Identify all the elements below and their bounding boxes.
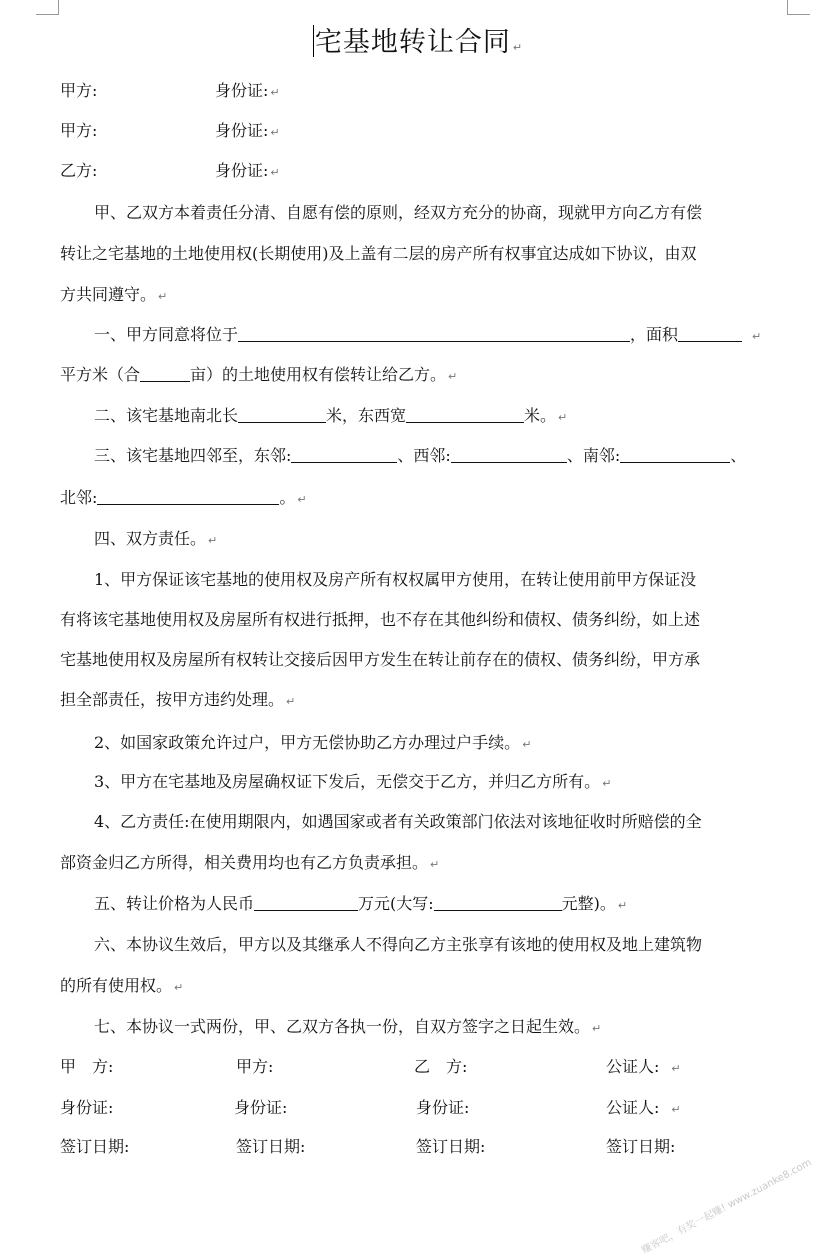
paragraph-mark: ↵ [752, 330, 762, 343]
clause-2-line: 二、该宅基地南北长 米，东西宽 米。 ↵ [94, 406, 568, 425]
paragraph-mark: ↵ [512, 41, 524, 54]
signature-label: 公证人: [606, 1098, 660, 1117]
clause-1-line: 一、甲方同意将位于 ，面积 ↵ [94, 325, 762, 344]
clause-4-heading: 四、双方责任。 ↵ [94, 529, 218, 548]
clause-6-line: 六、本协议生效后，甲方以及其继承人不得向乙方主张享有该地的使用权及地上建筑物 [94, 935, 703, 954]
mu-blank[interactable] [140, 365, 190, 382]
page-corner-top-left [36, 0, 59, 15]
watermark: 赚客吧，有奖一起赚! www.zuanke8.com [640, 1157, 814, 1256]
id-label: 身份证: [215, 161, 269, 180]
paragraph-mark: ↵ [430, 858, 440, 871]
responsibility-1-line: 1、甲方保证该宅基地的使用权及房产所有权权属甲方使用，在转让使用前甲方保证没 [94, 570, 697, 589]
signature-label: 签订日期: [60, 1137, 130, 1156]
signature-label: 公证人: [606, 1057, 660, 1076]
location-blank[interactable] [238, 325, 630, 342]
area-blank[interactable] [678, 325, 742, 342]
clause-6-line: 的所有使用权。 ↵ [60, 976, 184, 995]
south-neighbor-blank[interactable] [620, 446, 730, 463]
paragraph-mark: ↵ [270, 166, 280, 179]
clause-3-line: 三、该宅基地四邻至，东邻: 、西邻: 、南邻: 、 [94, 446, 747, 465]
paragraph-mark: ↵ [522, 738, 532, 751]
signature-label: 身份证: [60, 1098, 114, 1117]
responsibility-4-line: 部资金归乙方所得，相关费用均也有乙方负责承担。 ↵ [60, 853, 440, 872]
paragraph-mark: ↵ [270, 126, 280, 139]
responsibility-3-line: 3、甲方在宅基地及房屋确权证下发后，无偿交于乙方，并归乙方所有。 ↵ [94, 772, 612, 791]
party-line [60, 118, 280, 141]
paragraph-mark: ↵ [158, 290, 168, 303]
price-blank[interactable] [254, 894, 358, 911]
signature-label: 身份证: [416, 1098, 470, 1117]
paragraph-mark: ↵ [558, 411, 568, 424]
paragraph-mark: ↵ [602, 777, 612, 790]
intro-line: 甲、乙双方本着责任分清、自愿有偿的原则，经双方充分的协商，现就甲方向乙方有偿 [94, 203, 703, 222]
intro-line: 转让之宅基地的土地使用权(长期使用)及上盖有二层的房产所有权事宜达成如下协议，由双 [60, 244, 697, 263]
signature-label: 乙 方: [414, 1057, 468, 1076]
intro-line: 方共同遵守。 ↵ [60, 285, 168, 304]
west-neighbor-blank[interactable] [451, 446, 567, 463]
title-text: 宅基地转让合同 [314, 27, 511, 58]
paragraph-mark: ↵ [617, 899, 628, 912]
clause-7-line: 七、本协议一式两份，甲、乙双方各执一份，自双方签字之日起生效。 ↵ [94, 1017, 602, 1036]
party-role: 甲方: [60, 121, 98, 140]
signature-label: 签订日期: [416, 1137, 486, 1156]
length-blank[interactable] [238, 406, 326, 423]
paragraph-mark: ↵ [671, 1062, 681, 1075]
id-label: 身份证: [215, 121, 269, 140]
responsibility-2-line: 2、如国家政策允许过户，甲方无偿协助乙方办理过户手续。 ↵ [94, 733, 532, 752]
clause-3-line: 北邻: 。 ↵ [60, 488, 307, 507]
signature-label: 甲方: [236, 1057, 274, 1076]
paragraph-mark: ↵ [270, 86, 280, 99]
signature-label: 甲 方: [60, 1057, 114, 1076]
responsibility-1-line: 宅基地使用权及房屋所有权转让交接后因甲方发生在转让前存在的债权、债务纠纷，甲方承 [60, 650, 701, 669]
paragraph-mark: ↵ [448, 370, 458, 383]
paragraph-mark: ↵ [286, 695, 296, 708]
responsibility-4-line: 4、乙方责任:在使用期限内，如遇国家或者有关政策部门依法对该地征收时所赔偿的全 [94, 812, 702, 831]
document-title [0, 20, 836, 59]
paragraph-mark: ↵ [671, 1103, 681, 1116]
price-words-blank[interactable] [434, 894, 562, 911]
width-blank[interactable] [406, 406, 524, 423]
paragraph-mark: ↵ [297, 493, 307, 506]
paragraph-mark: ↵ [174, 981, 184, 994]
paragraph-mark: ↵ [208, 534, 218, 547]
party-line [60, 158, 280, 181]
party-role: 甲方: [60, 81, 98, 100]
responsibility-1-line: 有将该宅基地使用权及房屋所有权进行抵押，也不存在其他纠纷和债权、债务纠纷，如上述 [60, 610, 701, 629]
page-corner-top-right [787, 0, 810, 15]
clause-5-line: 五、转让价格为人民币 万元(大写: 元整)。 ↵ [94, 894, 628, 913]
signature-label: 签订日期: [606, 1137, 676, 1156]
party-line [60, 78, 280, 101]
clause-1-line: 平方米（合 亩）的土地使用权有偿转让给乙方。 ↵ [60, 365, 458, 384]
north-neighbor-blank[interactable] [97, 488, 279, 505]
responsibility-1-line: 担全部责任，按甲方违约处理。 ↵ [60, 690, 296, 709]
party-role: 乙方: [60, 161, 98, 180]
text-cursor [313, 25, 314, 57]
id-label: 身份证: [215, 81, 269, 100]
signature-label: 身份证: [234, 1098, 288, 1117]
paragraph-mark: ↵ [592, 1022, 602, 1035]
east-neighbor-blank[interactable] [291, 446, 397, 463]
signature-label: 签订日期: [236, 1137, 306, 1156]
